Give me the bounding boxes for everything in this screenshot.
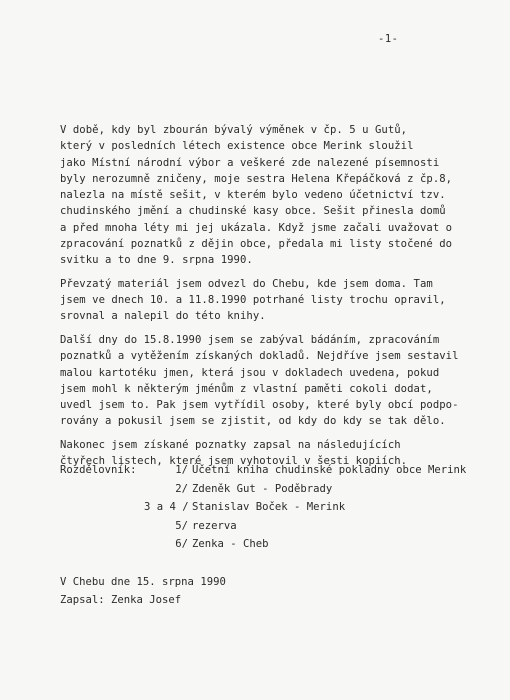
item-text: Zdeněk Gut - Poděbrady: [192, 482, 333, 495]
text-line: V době, kdy byl zbourán bývalý výměnek v čp. 5 u Gutů,: [60, 124, 408, 136]
text-line: Nakonec jsem získané poznatky zapsal na následujících: [60, 438, 401, 451]
text-line: jsem mohl k některým jménům z vlastní paměti cokoli dodat,: [60, 382, 433, 395]
text-line: svitku a to dne 9. srpna 1990.: [60, 254, 253, 267]
place-date: V Chebu dne 15. srpna 1990: [60, 576, 226, 588]
distribution-list: [60, 461, 480, 554]
text-line: jako Místní národní výbor a veškeré zde nalezené písemnosti: [60, 156, 440, 169]
page-number: -1-: [378, 33, 399, 45]
text-line: a před mnoha léty mi jej ukázala. Když jsme začali uvažovat o: [60, 221, 453, 234]
item-text: Účetní kniha chudinské pokladny obce Merink: [192, 464, 467, 476]
item-text: rezerva: [192, 519, 237, 532]
paragraph-1: [60, 122, 460, 269]
paragraph-2: [60, 276, 460, 325]
paragraph-3: [60, 332, 460, 430]
text-line: byly nerozumně zničeny, moje sestra Helena Křepáčková z čp.8,: [60, 172, 453, 185]
text-line: jsem ve dnech 10. a 11.8.1990 potrhané listy trochu opravil,: [60, 294, 446, 307]
list-item: [60, 517, 480, 536]
text-line: chudinského jmění a chudinské kasy obce. Sešit přinesla domů: [60, 205, 446, 218]
text-line: který v posledních létech existence obce Merink sloužil: [60, 140, 414, 153]
signature-block: [60, 574, 226, 609]
item-number: 1/: [175, 464, 188, 476]
text-line: zpracování poznatků z dějin obce, předala mi listy stočené do: [60, 238, 453, 251]
list-item: [60, 480, 480, 499]
item-number: 2/: [175, 482, 188, 495]
text-line: Další dny do 15.8.1990 jsem se zabýval bádáním, zpracováním: [60, 333, 440, 346]
text-line: poznatků a vytěžením získaných dokladů. Nejdříve jsem sestavil: [60, 350, 459, 363]
item-number: 5/: [175, 519, 188, 532]
list-item: [60, 461, 480, 480]
body-text: [60, 122, 460, 471]
text-line: rovány a pokusil jsem se zjistit, od kdy do kdy se tak dělo.: [60, 415, 446, 428]
text-line: uvedl jsem to. Pak jsem vytřídil osoby, které byly obcí podpo-: [60, 399, 459, 412]
text-line: nalezla na místě sešit, v kterém bylo vedeno účetnictví tzv.: [60, 189, 446, 202]
text-line: čtyřech listech, které jsem vyhotovil v šesti kopiích.: [60, 455, 408, 468]
text-line: Převzatý materiál jsem odvezl do Chebu, kde jsem doma. Tam: [60, 277, 433, 290]
item-text: Stanislav Boček - Merink: [192, 501, 346, 514]
item-number: 3 a 4 /: [144, 501, 189, 514]
list-item: [60, 498, 480, 517]
author-line: Zapsal: Zenka Josef: [60, 593, 182, 606]
text-line: malou kartotéku jmen, která jsou v dokladech uvedena, pokud: [60, 366, 440, 379]
item-text: Zenka - Cheb: [192, 538, 269, 551]
list-item: [60, 535, 480, 554]
text-line: srovnal a nalepil do této knihy.: [60, 310, 266, 323]
distribution-label: Rozdělovník:: [60, 464, 137, 476]
item-number: 6/: [175, 538, 188, 551]
